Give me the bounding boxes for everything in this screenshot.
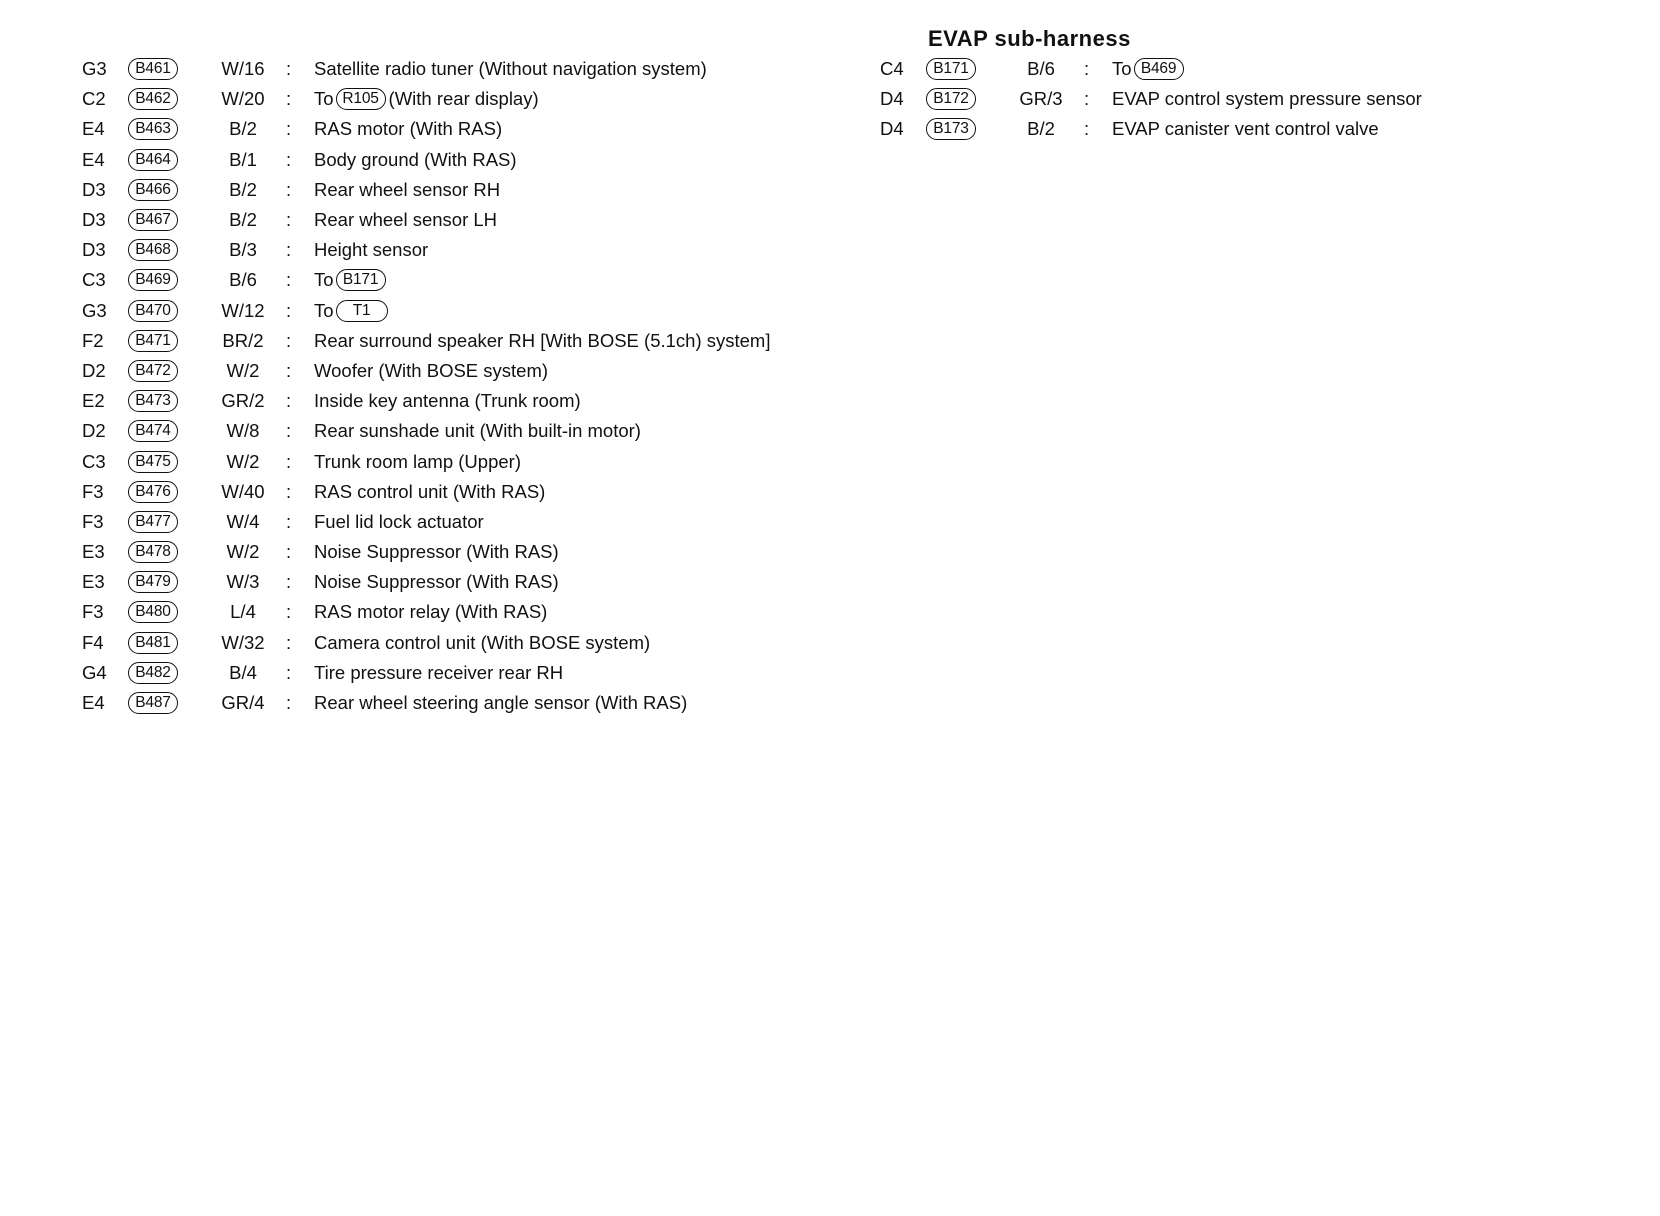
grid-location: D4 [880,88,904,110]
separator: : [286,58,292,80]
connector-row [880,114,1580,144]
separator: : [286,118,292,140]
connector-row [82,145,842,175]
separator: : [286,239,292,261]
connector-description: Rear wheel steering angle sensor (With RAS) [314,692,688,714]
connector-id-badge: B487 [128,692,178,714]
wire-spec: W/2 [226,541,260,563]
connector-row [82,54,842,84]
connector-id-cell [128,149,200,171]
connector-row [82,688,842,718]
wire-spec: GR/3 [1019,88,1063,110]
mating-connector-badge: T1 [336,300,388,322]
separator: : [286,329,292,351]
grid-location: E4 [82,692,105,714]
connector-description: Inside key antenna (Trunk room) [314,390,581,412]
connector-id-badge: B473 [128,390,178,412]
wire-spec: W/4 [226,510,260,532]
wire-spec: L/4 [230,601,256,623]
grid-location: C3 [82,269,106,291]
connector-description: Height sensor [314,239,429,261]
wire-spec: W/40 [221,480,265,502]
connector-row [82,235,842,265]
connector-id-badge: B480 [128,601,178,623]
grid-location: E3 [82,571,105,593]
separator: : [1084,118,1090,140]
grid-location: D2 [82,359,106,381]
connector-row [82,446,842,476]
wire-spec: B/2 [229,209,257,231]
connector-id-badge: B464 [128,149,178,171]
wire-spec: W/2 [226,450,260,472]
connector-description: RAS motor relay (With RAS) [314,601,548,623]
connector-id-cell [128,632,200,654]
grid-location: C4 [880,58,904,80]
connector-row [82,477,842,507]
wire-spec: B/6 [229,269,257,291]
separator: : [286,269,292,291]
connector-id-badge: B478 [128,541,178,563]
grid-location: D2 [82,420,106,442]
wire-spec: B/2 [1027,118,1055,140]
connector-id-cell [128,601,200,623]
mating-connector-badge: B469 [1134,58,1184,80]
connector-description [314,300,842,322]
connector-row [880,84,1580,114]
separator: : [286,571,292,593]
separator: : [286,299,292,321]
separator: : [286,541,292,563]
wire-spec: B/3 [229,239,257,261]
connector-id-badge: B471 [128,330,178,352]
separator: : [286,692,292,714]
connector-description [314,88,842,110]
connector-row [82,205,842,235]
connector-id-cell [128,571,200,593]
section-title: EVAP sub-harness [928,26,1131,51]
connector-row [82,658,842,688]
connector-description: Rear surround speaker RH [With BOSE (5.1ch) system] [314,329,771,351]
description-suffix: (With rear display) [388,88,539,110]
connector-id-badge: B470 [128,300,178,322]
connector-id-badge: B474 [128,420,178,442]
connector-id-badge: B467 [128,209,178,231]
wire-spec: W/20 [221,88,265,110]
connector-id-cell [128,239,200,261]
connector-id-badge: B479 [128,571,178,593]
connector-id-cell [128,269,200,291]
connector-id-badge: B481 [128,632,178,654]
wire-spec: GR/2 [221,390,265,412]
wire-spec: GR/4 [221,692,265,714]
connector-id-cell [128,58,200,80]
connector-description: Satellite radio tuner (Without navigation system) [314,58,707,80]
separator: : [286,390,292,412]
connector-row [82,265,842,295]
wire-spec: W/8 [226,420,260,442]
connector-row [82,326,842,356]
separator: : [286,209,292,231]
connector-row [82,507,842,537]
connector-id-cell [128,330,200,352]
separator: : [286,480,292,502]
wire-spec: B/2 [229,118,257,140]
connector-description: Noise Suppressor (With RAS) [314,571,559,593]
connector-row [82,597,842,627]
connector-id-badge: B482 [128,662,178,684]
connector-id-badge: B461 [128,58,178,80]
grid-location: D3 [82,209,106,231]
connector-id-cell [128,179,200,201]
connector-description: Camera control unit (With BOSE system) [314,631,651,653]
grid-location: D3 [82,178,106,200]
connector-description: RAS control unit (With RAS) [314,480,546,502]
connector-id-cell [128,481,200,503]
connector-id-cell [926,58,998,80]
description-prefix: To [314,299,334,321]
grid-location: G3 [82,299,107,321]
connector-id-cell [128,360,200,382]
wire-spec: W/16 [221,58,265,80]
connector-id-cell [128,692,200,714]
connector-description: Tire pressure receiver rear RH [314,661,564,683]
grid-location: F2 [82,329,104,351]
wire-spec: B/4 [229,661,257,683]
separator: : [286,450,292,472]
mating-connector-badge: B171 [336,269,386,291]
connector-id-cell [128,390,200,412]
connector-description: EVAP control system pressure sensor [1112,88,1422,110]
wire-spec: W/2 [226,359,260,381]
connector-id-cell [128,420,200,442]
wire-spec: W/32 [221,631,265,653]
connector-description: Fuel lid lock actuator [314,510,484,532]
connector-id-badge: B472 [128,360,178,382]
main-harness-section [82,54,842,718]
connector-row [82,175,842,205]
connector-row [880,54,1580,84]
grid-location: C3 [82,450,106,472]
grid-location: F4 [82,631,104,653]
connector-id-cell [128,541,200,563]
connector-row [82,84,842,114]
separator: : [286,88,292,110]
connector-row [82,416,842,446]
grid-location: C2 [82,88,106,110]
connector-id-badge: B477 [128,511,178,533]
grid-location: E4 [82,118,105,140]
connector-description: Noise Suppressor (With RAS) [314,541,559,563]
connector-id-badge: B469 [128,269,178,291]
separator: : [286,359,292,381]
grid-location: G4 [82,661,107,683]
separator: : [286,178,292,200]
connector-description [1112,58,1580,80]
separator: : [1084,58,1090,80]
connector-row [82,114,842,144]
separator: : [1084,88,1090,110]
connector-row [82,296,842,326]
connector-description: RAS motor (With RAS) [314,118,503,140]
connector-description: Trunk room lamp (Upper) [314,450,521,472]
connector-id-cell [926,88,998,110]
grid-location: F3 [82,480,104,502]
wire-spec: B/2 [229,178,257,200]
connector-id-badge: B476 [128,481,178,503]
separator: : [286,631,292,653]
connector-id-badge: B468 [128,239,178,261]
separator: : [286,510,292,532]
description-prefix: To [314,88,334,110]
connector-description: Rear wheel sensor LH [314,209,498,231]
wire-spec: BR/2 [222,329,264,351]
connector-id-cell [128,88,200,110]
wire-spec: W/12 [221,299,265,321]
separator: : [286,148,292,170]
connector-row [82,628,842,658]
connector-row [82,356,842,386]
connector-row [82,386,842,416]
separator: : [286,420,292,442]
grid-location: F3 [82,510,104,532]
connector-id-cell [128,300,200,322]
grid-location: E4 [82,148,105,170]
separator: : [286,661,292,683]
grid-location: F3 [82,601,104,623]
grid-location: E2 [82,390,105,412]
evap-sub-harness-section [880,24,1580,145]
mating-connector-badge: R105 [336,88,386,110]
connector-row [82,567,842,597]
connector-id-cell [128,209,200,231]
separator: : [286,601,292,623]
connector-id-badge: B171 [926,58,976,80]
connector-description: Body ground (With RAS) [314,148,517,170]
connector-id-badge: B463 [128,118,178,140]
description-prefix: To [314,269,334,291]
wire-spec: B/6 [1027,58,1055,80]
connector-id-badge: B172 [926,88,976,110]
connector-id-cell [128,451,200,473]
grid-location: D4 [880,118,904,140]
wire-spec: B/1 [229,148,257,170]
connector-id-cell [128,662,200,684]
grid-location: D3 [82,239,106,261]
connector-id-badge: B475 [128,451,178,473]
connector-id-cell [128,118,200,140]
connector-row [82,537,842,567]
connector-description [314,269,842,291]
connector-id-badge: B173 [926,118,976,140]
connector-description: EVAP canister vent control valve [1112,118,1379,140]
grid-location: E3 [82,541,105,563]
wire-spec: W/3 [226,571,260,593]
connector-id-cell [926,118,998,140]
connector-description: Woofer (With BOSE system) [314,359,549,381]
connector-id-badge: B466 [128,179,178,201]
grid-location: G3 [82,58,107,80]
connector-description: Rear sunshade unit (With built-in motor) [314,420,641,442]
connector-id-badge: B462 [128,88,178,110]
connector-description: Rear wheel sensor RH [314,178,501,200]
description-prefix: To [1112,58,1132,80]
connector-id-cell [128,511,200,533]
